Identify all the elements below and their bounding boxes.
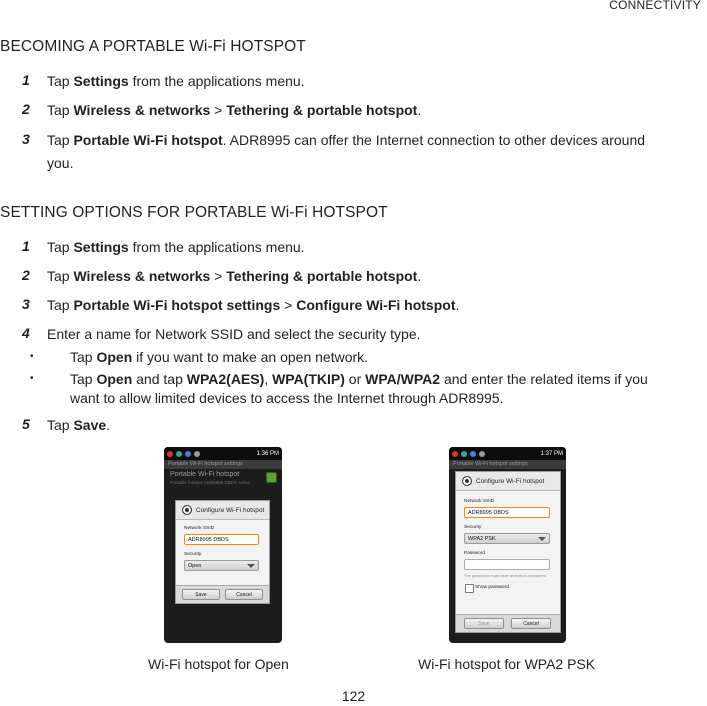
step-number: 4: [22, 325, 30, 341]
bullet-text: Tap Open and tap WPA2(AES), WPA(TKIP) or WPA/WPA2 and enter the related items if you: [70, 371, 648, 387]
security-select[interactable]: WPA2 PSK: [464, 533, 550, 544]
security-label: Security: [464, 525, 482, 530]
app-title-bar: Portable Wi-Fi hotspot settings: [449, 460, 566, 469]
cancel-button[interactable]: Cancel: [225, 589, 263, 600]
step-number: 1: [22, 238, 30, 254]
notification-icon: [452, 451, 458, 457]
usb-icon: [176, 451, 182, 457]
section-title-setting-options: SETTING OPTIONS FOR PORTABLE Wi-Fi HOTSPOT: [0, 204, 388, 221]
bg-hotspot-status: Portable hotspot ADR8995 DBDS active: [170, 480, 251, 485]
save-button[interactable]: Save: [464, 618, 504, 629]
bullet-text: Tap Open if you want to make an open network.: [70, 349, 369, 365]
notification-icon: [167, 451, 173, 457]
dialog-button-bar: [176, 585, 269, 603]
bluetooth-icon: [185, 451, 191, 457]
ssid-label: Network SSID: [464, 499, 495, 504]
show-password-label: Show password.: [475, 585, 511, 590]
bg-hotspot-title: Portable Wi-Fi hotspot: [170, 471, 240, 478]
status-time: 1:36 PM: [256, 450, 279, 457]
dialog-title: Configure Wi-Fi hotspot: [476, 477, 545, 485]
chevron-down-icon: [538, 537, 546, 541]
chevron-down-icon: [247, 564, 255, 568]
configure-dialog: [175, 500, 270, 604]
step-number: 3: [22, 296, 30, 312]
password-hint: The password must have at least 8 characters.: [464, 573, 547, 578]
security-select[interactable]: Open: [184, 560, 259, 571]
dialog-button-bar: [456, 614, 560, 632]
section-title-portable-hotspot: BECOMING A PORTABLE Wi-Fi HOTSPOT: [0, 38, 306, 55]
screenshot-wpa2: [449, 447, 566, 643]
step-text: Tap Save.: [47, 417, 111, 433]
page-number: 122: [341, 688, 366, 704]
step-number: 5: [22, 416, 30, 432]
step-text: Tap Wireless & networks > Tethering & portable hotspot.: [47, 268, 422, 284]
status-bar: [449, 447, 566, 460]
security-label: Security: [184, 552, 202, 557]
save-button[interactable]: Save: [182, 589, 220, 600]
dialog-title: Configure Wi-Fi hotspot: [196, 506, 265, 514]
step-text: Tap Portable Wi-Fi hotspot. ADR8995 can offer the Internet connection to other devices around: [47, 132, 646, 148]
signal-icon: [479, 451, 485, 457]
screenshot-open: [164, 447, 282, 643]
step-text: Enter a name for Network SSID and select the security type.: [47, 326, 421, 342]
step-text: Tap Settings from the applications menu.: [47, 239, 305, 255]
step-number: 3: [22, 131, 30, 147]
signal-icon: [194, 451, 200, 457]
settings-icon: [182, 505, 192, 515]
bullet-mark: •: [30, 373, 34, 384]
step-number: 1: [22, 72, 30, 88]
ssid-label: Network SSID: [184, 526, 215, 531]
configure-dialog: [455, 471, 561, 633]
ssid-input[interactable]: ADR8995 DBDS: [464, 507, 550, 518]
password-label: Password: [464, 551, 486, 556]
bullet-mark: •: [30, 351, 34, 362]
caption-wpa2: Wi-Fi hotspot for WPA2 PSK: [418, 656, 596, 672]
password-input[interactable]: [464, 559, 550, 570]
dialog-header: [456, 472, 560, 491]
step-text-continued: you.: [47, 155, 74, 171]
step-number: 2: [22, 101, 30, 117]
step-number: 2: [22, 267, 30, 283]
running-header: CONNECTIVITY: [609, 0, 701, 12]
show-password-checkbox[interactable]: [465, 584, 474, 593]
hotspot-checkbox[interactable]: [266, 472, 277, 483]
dialog-header: [176, 501, 269, 520]
ssid-input[interactable]: ADR8995 DBDS: [184, 534, 259, 545]
step-text: Tap Portable Wi-Fi hotspot settings > Configure Wi-Fi hotspot.: [47, 297, 460, 313]
usb-icon: [461, 451, 467, 457]
step-text: Tap Settings from the applications menu.: [47, 73, 305, 89]
caption-open: Wi-Fi hotspot for Open: [148, 656, 289, 672]
bullet-text-continued: want to allow limited devices to access the Internet through ADR8995.: [70, 390, 504, 406]
step-text: Tap Wireless & networks > Tethering & portable hotspot.: [47, 102, 422, 118]
bluetooth-icon: [470, 451, 476, 457]
app-title-bar: Portable Wi-Fi hotspot settings: [164, 460, 282, 469]
settings-icon: [462, 476, 472, 486]
status-time: 1:37 PM: [540, 450, 563, 457]
status-bar: [164, 447, 282, 460]
cancel-button[interactable]: Cancel: [511, 618, 551, 629]
